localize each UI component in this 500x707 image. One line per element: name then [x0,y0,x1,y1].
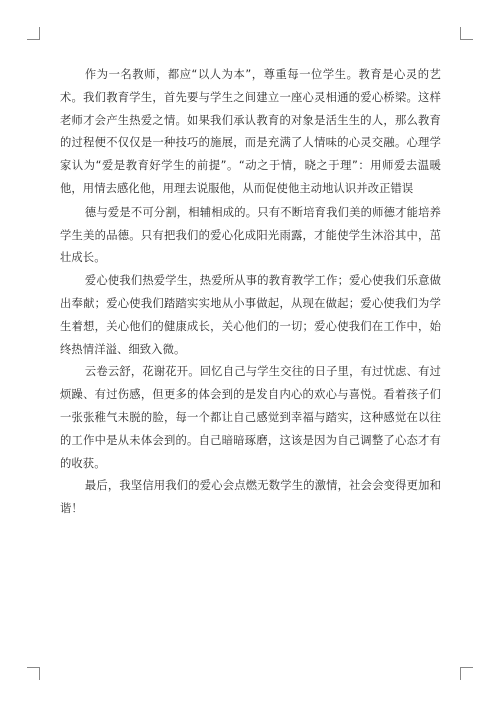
crop-mark-top-right [460,27,473,40]
paragraph-4: 云卷云舒，花谢花开。回忆自己与学生交往的日子里，有过忧虑、有过烦躁、有过伤感，但更多的体会到的是发自内心的欢心与喜悦。看着孩子们一张张稚气未脱的脸，每一个都让自己感觉到幸福与踏实，这种感觉在以往的工作中是从未体会到的。自己暗暗琢磨，这该是因为自己调整了心态才有的收获。 [60,365,441,470]
paragraph-1: 作为一名教师，都应“以人为本”，尊重每一位学生。教育是心灵的艺术。我们教育学生，首先要与学生之间建立一座心灵相通的爱心桥梁。这样老师才会产生热爱之情。如果我们承认教育的对象是活生生的人，那么教育的过程便不仅仅是一种技巧的施展，而是充满了人情味的心灵交融。心理学家认为“爱是教育好学生的前提”。“动之于情，晓之于理”：用师爱去温暖他，用情去感化他，用理去说服他，从而促使他主动地认识并改正错误 [60,68,441,195]
paragraph-3: 爱心使我们热爱学生，热爱所从事的教育教学工作；爱心使我们乐意做出奉献；爱心使我们踏踏实实地从小事做起，从现在做起；爱心使我们为学生着想，关心他们的健康成长，关心他们的一切；爱心使我们在工作中，始终热情洋溢、细致入微。 [60,274,441,356]
crop-mark-bottom-right [460,667,473,680]
paragraph-2: 德与爱是不可分割，相辅相成的。只有不断培育我们美的师德才能培养学生美的品德。只有把我们的爱心化成阳光雨露，才能使学生沐浴其中，茁壮成长。 [60,205,441,265]
document-body [60,64,441,521]
crop-mark-bottom-left [27,667,40,680]
paragraph-5: 最后，我坚信用我们的爱心会点燃无数学生的激情，社会会变得更加和谐！ [60,479,441,516]
crop-mark-top-left [27,27,40,40]
